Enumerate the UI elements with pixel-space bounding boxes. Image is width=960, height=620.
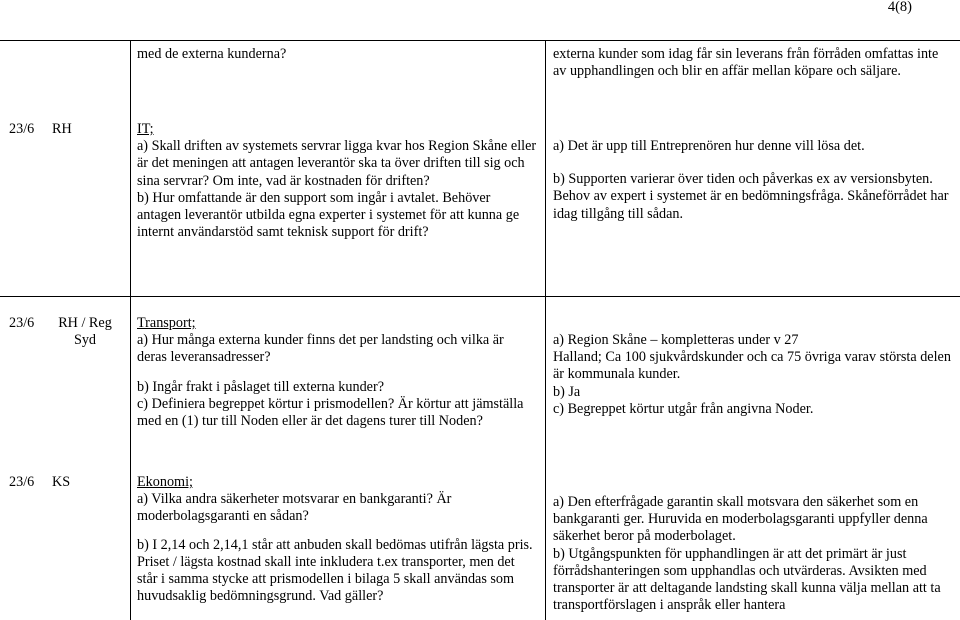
answer-text: b) Ja [553,383,581,400]
answer-cell [553,494,951,614]
answer-text: c) Begreppet körtur utgår från angivna Noder. [553,400,814,417]
answer-cell [553,332,951,418]
row-asker: RH / Reg Syd [58,315,112,349]
question-text: a) Hur många externa kunder finns det per landsting och vilka är deras leveransadresser? [137,332,504,366]
question-text: b) Ingår frakt i påslaget till externa kunder? [137,378,384,395]
question-cell [137,46,537,63]
row-date: 23/6 [9,315,35,331]
question-cell [137,121,537,241]
question-text: b) I 2,14 och 2,14,1 står att anbuden skall bedömas utifrån lägsta pris. Priset / lägsta kostnad skall inte inkludera t.ex transporter, men det står i samma stycke att prismodellen i bilaga 5 skall användas som huvudsaklig bedömningsgrund. Vad gäller? [137,536,533,605]
row-asker: KS [52,474,71,490]
answer-text: a) Det är upp till Entreprenören hur denne vill lösa det. [553,138,865,154]
question-text: c) Definiera begreppet körtur i prismodellen? Är körtur att jämställa med en (1) tur till Noden eller är det dagens turer till Noden? [137,395,524,430]
answer-text: a) Den efterfrågade garantin skall motsvara den säkerhet som en bankgaranti ger. Huruvida en moderbolagsgaranti uppfyller denna säkerhet beror på moderbolaget. [553,494,928,545]
question-text: a) Skall driften av systemets servrar ligga kvar hos Region Skåne eller är det meningen att antagen leverantör ska ta över driften till sig och sina servrar? Om inte, vad är kostnaden för driften? [137,138,537,189]
topic-heading: Transport; [137,315,196,331]
question-cell [137,315,537,430]
question-text: a) Vilka andra säkerheter motsvarar en bankgaranti? Är moderbolagsgaranti en sådan? [137,491,452,525]
answer-text: a) Region Skåne – kompletteras under v 27 [553,332,799,348]
topic-heading: Ekonomi; [137,474,193,490]
row-date: 23/6 [9,474,35,490]
column-divider [545,40,546,620]
question-text: b) Hur omfattande är den support som ingår i avtalet. Behöver antagen leverantör utbilda egna experter i systemet för att kunna ge internt användarstöd samt teknisk support för drift? [137,189,520,241]
answer-text: b) Utgångspunkten för upphandlingen är att det primärt är just förrådshanteringen som upphandlas och utvärderas. Avsikten med transporter är att deltagande landsting skall kunna välja mellan att ta transportförslagen i anspråk eller hantera [553,545,941,614]
answer-text: b) Supporten varierar över tiden och påverkas ex av versionsbyten. Behov av expert i systemet är en bedömningsfråga. Skåneförrådet har idag tillgång till sådan. [553,171,949,222]
answer-cell [553,46,951,80]
page-number: 4(8) [887,0,912,15]
topic-heading: IT; [137,121,154,137]
question-text: med de externa kunderna? [137,46,287,62]
column-divider [130,40,131,620]
row-date: 23/6 [9,121,35,137]
table-top-border [0,40,960,41]
row-divider [0,296,960,297]
answer-text: Halland; Ca 100 sjukvårdskunder och ca 75 övriga varav största delen är kommunala kunder. [553,349,951,383]
question-cell [137,474,537,605]
answer-cell [553,138,951,223]
answer-text: externa kunder som idag får sin leverans från förråden omfattas inte av upphandlingen och blir en affär mellan köpare och säljare. [553,46,939,80]
row-asker: RH [52,121,72,137]
